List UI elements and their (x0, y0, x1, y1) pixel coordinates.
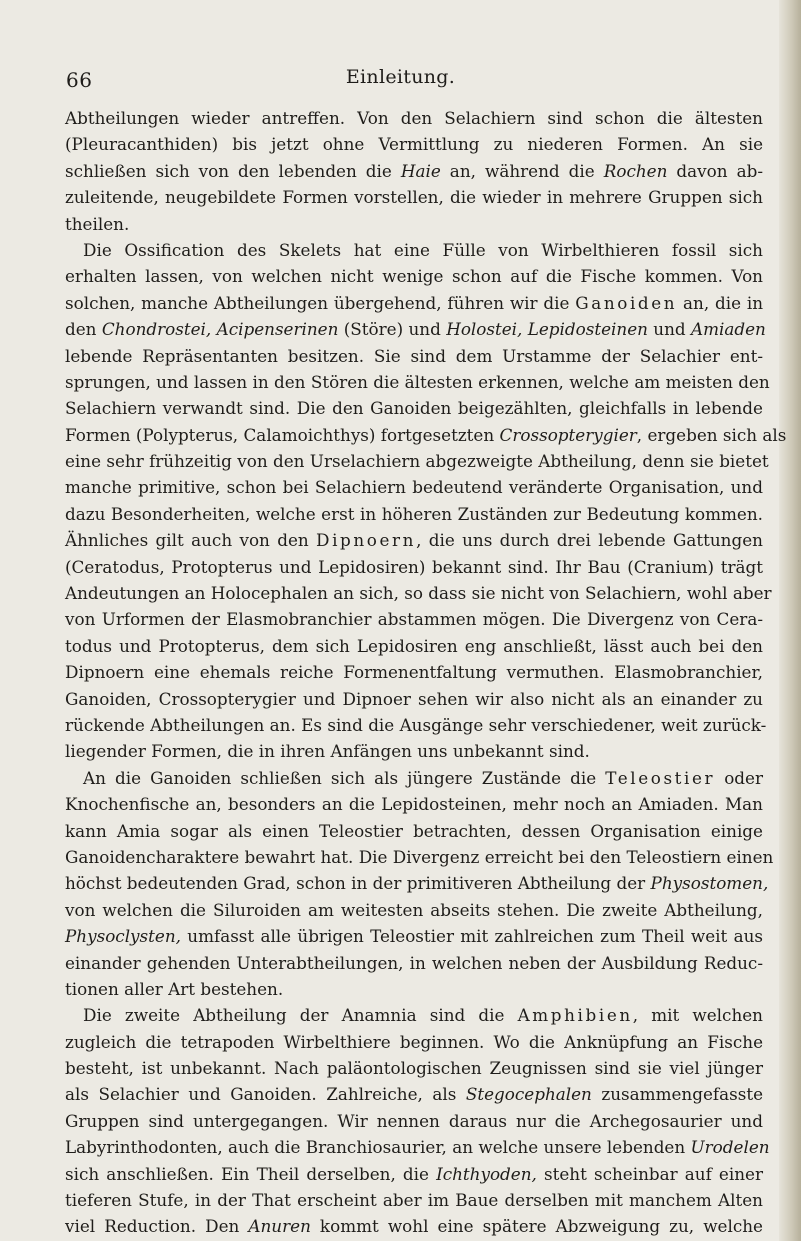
text-run: und (647, 319, 691, 340)
text-run: An die Ganoiden schließen sich als jüngere Zustände die (83, 767, 606, 788)
text-line (65, 501, 763, 527)
text-line (65, 606, 763, 632)
text-run: Andeutungen an Holocephalen an sich, so dass sie nicht von Selachiern, wohl aber (65, 583, 772, 604)
text-run: an, während die (440, 160, 604, 181)
text-run: besteht, ist unbekannt. Nach paläontologischen Zeugnissen sind sie viel jünger (65, 1058, 763, 1079)
page-number: 66 (66, 68, 93, 92)
text-run: Ganoidencharaktere bewahrt hat. Die Divergenz erreicht bei den Teleostiern einen (65, 846, 774, 867)
italic-term: Ichthyoden, (436, 1163, 537, 1184)
italic-term: Urodelen (690, 1137, 770, 1158)
text-line (65, 976, 763, 1002)
text-run: an, die in (677, 292, 763, 313)
text-line (65, 1108, 763, 1134)
text-run: oder (715, 767, 763, 788)
italic-term: Holostei, Lepidosteinen (446, 319, 648, 340)
text-line (65, 131, 763, 157)
text-run: Die Ossification des Skelets hat eine Fülle von Wirbelthieren fossil sich (83, 239, 763, 260)
text-line (65, 263, 763, 289)
text-run: Knochenfische an, besonders an die Lepidosteinen, mehr noch an Amiaden. Man (65, 794, 763, 815)
text-run: schließen sich von den lebenden die (65, 160, 401, 181)
text-line (65, 1161, 763, 1187)
italic-term: Haie (400, 160, 441, 181)
text-line (65, 818, 763, 844)
text-run: davon ab- (667, 160, 763, 181)
text-line (65, 448, 769, 474)
text-line (65, 580, 772, 606)
text-line (65, 844, 774, 870)
text-line (65, 870, 769, 896)
text-run: kommt wohl eine spätere Abzweigung zu, welche (310, 1216, 763, 1237)
text-line (65, 633, 763, 659)
text-run: (Pleuracanthiden) bis jetzt ohne Vermittlung zu niederen Formen. An sie (65, 134, 763, 155)
italic-term: Stegocephalen (465, 1084, 592, 1105)
text-run: erhalten lassen, von welchen nicht wenige schon auf die Fische kommen. Von (65, 266, 763, 287)
text-run: eine sehr frühzeitig von den Urselachiern abgezweigte Abtheilung, denn sie bietet (65, 451, 769, 472)
text-line (65, 211, 763, 237)
text-run: zugleich die tetrapoden Wirbelthiere beginnen. Wo die Anknüpfung an Fische (65, 1031, 763, 1052)
text-run: von Urformen der Elasmobranchier abstammen mögen. Die Divergenz von Cera- (65, 609, 763, 630)
text-run: , die uns durch drei lebende Gattungen (416, 530, 763, 551)
text-line (65, 554, 763, 580)
text-line (65, 422, 787, 448)
text-run: von welchen die Siluroiden am weitesten abseits stehen. Die zweite Abtheilung, (65, 899, 763, 920)
text-line (65, 474, 763, 500)
text-line (65, 686, 763, 712)
text-run: (Störe) und (338, 319, 447, 340)
text-line (65, 343, 763, 369)
text-run: zuleitende, neugebildete Formen vorstellen, die wieder in mehrere Gruppen sich (65, 187, 763, 208)
spaced-term: Amphibien (517, 1005, 633, 1026)
text-line (65, 184, 763, 210)
italic-term: Anuren (248, 1216, 311, 1237)
text-line (65, 923, 763, 949)
text-line (65, 105, 763, 131)
text-run: Ähnliches gilt auch von den (65, 530, 317, 551)
text-run: viel Reduction. Den (65, 1216, 249, 1237)
text-run: (Ceratodus, Protopterus und Lepidosiren) bekannt sind. Ihr Bau (Cranium) trägt (65, 556, 763, 577)
text-line (65, 290, 763, 316)
text-line (65, 316, 766, 342)
text-run: Gruppen sind untergegangen. Wir nennen daraus nur die Archegosaurier und (65, 1110, 763, 1131)
text-line (65, 369, 770, 395)
text-run: kann Amia sogar als einen Teleostier betrachten, dessen Organisation einige (65, 820, 763, 841)
text-line (65, 738, 763, 764)
text-run: umfasst alle übrigen Teleostier mit zahlreichen zum Theil weit aus (180, 926, 763, 947)
text-run: theilen. (65, 213, 130, 234)
text-line (65, 1002, 763, 1028)
text-run: höchst bedeutenden Grad, schon in der primitiveren Abtheilung der (65, 873, 651, 894)
text-run: Selachiern verwandt sind. Die den Ganoiden beigezählten, gleichfalls in lebende (65, 398, 763, 419)
italic-term: Rochen (603, 160, 668, 181)
text-run: lebende Repräsentanten besitzen. Sie sind dem Urstamme der Selachier ent- (65, 345, 763, 366)
text-run: tieferen Stufe, in der That erscheint aber im Baue derselben mit manchem Alten (65, 1190, 763, 1211)
body-text (65, 105, 787, 1240)
text-line (65, 1055, 763, 1081)
text-run: Labyrinthodonten, auch die Branchiosaurier, an welche unsere lebenden (65, 1137, 691, 1158)
text-run: Dipnoern eine ehemals reiche Formenentfaltung vermuthen. Elasmobranchier, (65, 662, 763, 683)
text-line (65, 527, 763, 553)
italic-term: Physostomen, (650, 873, 769, 894)
text-run: tionen aller Art bestehen. (65, 978, 284, 999)
page-header (0, 58, 801, 98)
italic-term: Crossopterygier (499, 424, 637, 445)
spaced-term: Teleostier (605, 767, 716, 788)
text-run: Ganoiden, Crossopterygier und Dipnoer sehen wir also nicht als an einander zu (65, 688, 763, 709)
italic-term: Chondrostei, Acipenserinen (101, 319, 339, 340)
text-run: als Selachier und Ganoiden. Zahlreiche, als (65, 1084, 466, 1105)
text-run: dazu Besonderheiten, welche erst in höheren Zuständen zur Bedeutung kommen. (65, 503, 763, 524)
text-line (65, 1213, 763, 1239)
text-line (65, 791, 763, 817)
text-line (65, 158, 763, 184)
text-line (65, 1187, 763, 1213)
text-line (65, 237, 763, 263)
text-run: den (65, 319, 102, 340)
text-run: , mit welchen (632, 1005, 763, 1026)
text-run: einander gehenden Unterabtheilungen, in welchen neben der Ausbildung Reduc- (65, 952, 763, 973)
text-run: zusammengefasste (591, 1084, 764, 1105)
text-line (65, 1134, 770, 1160)
text-line (65, 1029, 763, 1055)
text-line (65, 765, 763, 791)
spaced-term: Dipnoern (316, 530, 417, 551)
text-run: solchen, manche Abtheilungen übergehend, führen wir die (65, 292, 576, 313)
text-run: steht scheinbar auf einer (536, 1163, 763, 1184)
text-run: Die zweite Abtheilung der Anamnia sind die (83, 1005, 518, 1026)
text-run: manche primitive, schon bei Selachiern bedeutend veränderte Organisation, und (65, 477, 763, 498)
text-run: sprungen, und lassen in den Stören die ältesten erkennen, welche am meisten den (65, 371, 770, 392)
text-line (65, 712, 767, 738)
text-run: todus und Protopterus, dem sich Lepidosiren eng anschließt, lässt auch bei den (65, 635, 763, 656)
running-title: Einleitung. (345, 66, 456, 88)
text-run: Formen (Polypterus, Calamoichthys) fortgesetzten (65, 424, 500, 445)
text-line (65, 1081, 763, 1107)
text-line (65, 395, 763, 421)
text-run: sich anschließen. Ein Theil derselben, die (65, 1163, 437, 1184)
text-line (65, 950, 763, 976)
page-edge-shadow (779, 0, 801, 1241)
text-run: Abtheilungen wieder antreffen. Von den Selachiern sind schon die ältesten (65, 108, 763, 128)
italic-term: Amiaden (690, 319, 766, 340)
text-run: liegender Formen, die in ihren Anfängen uns unbekannt sind. (65, 741, 590, 762)
text-run: , ergeben sich als (636, 424, 787, 445)
spaced-term: Ganoiden (575, 292, 678, 313)
italic-term: Physoclysten, (65, 926, 181, 947)
text-line (65, 659, 763, 685)
text-run: rückende Abtheilungen an. Es sind die Ausgänge sehr verschiedener, weit zurück- (65, 714, 767, 735)
text-line (65, 897, 763, 923)
